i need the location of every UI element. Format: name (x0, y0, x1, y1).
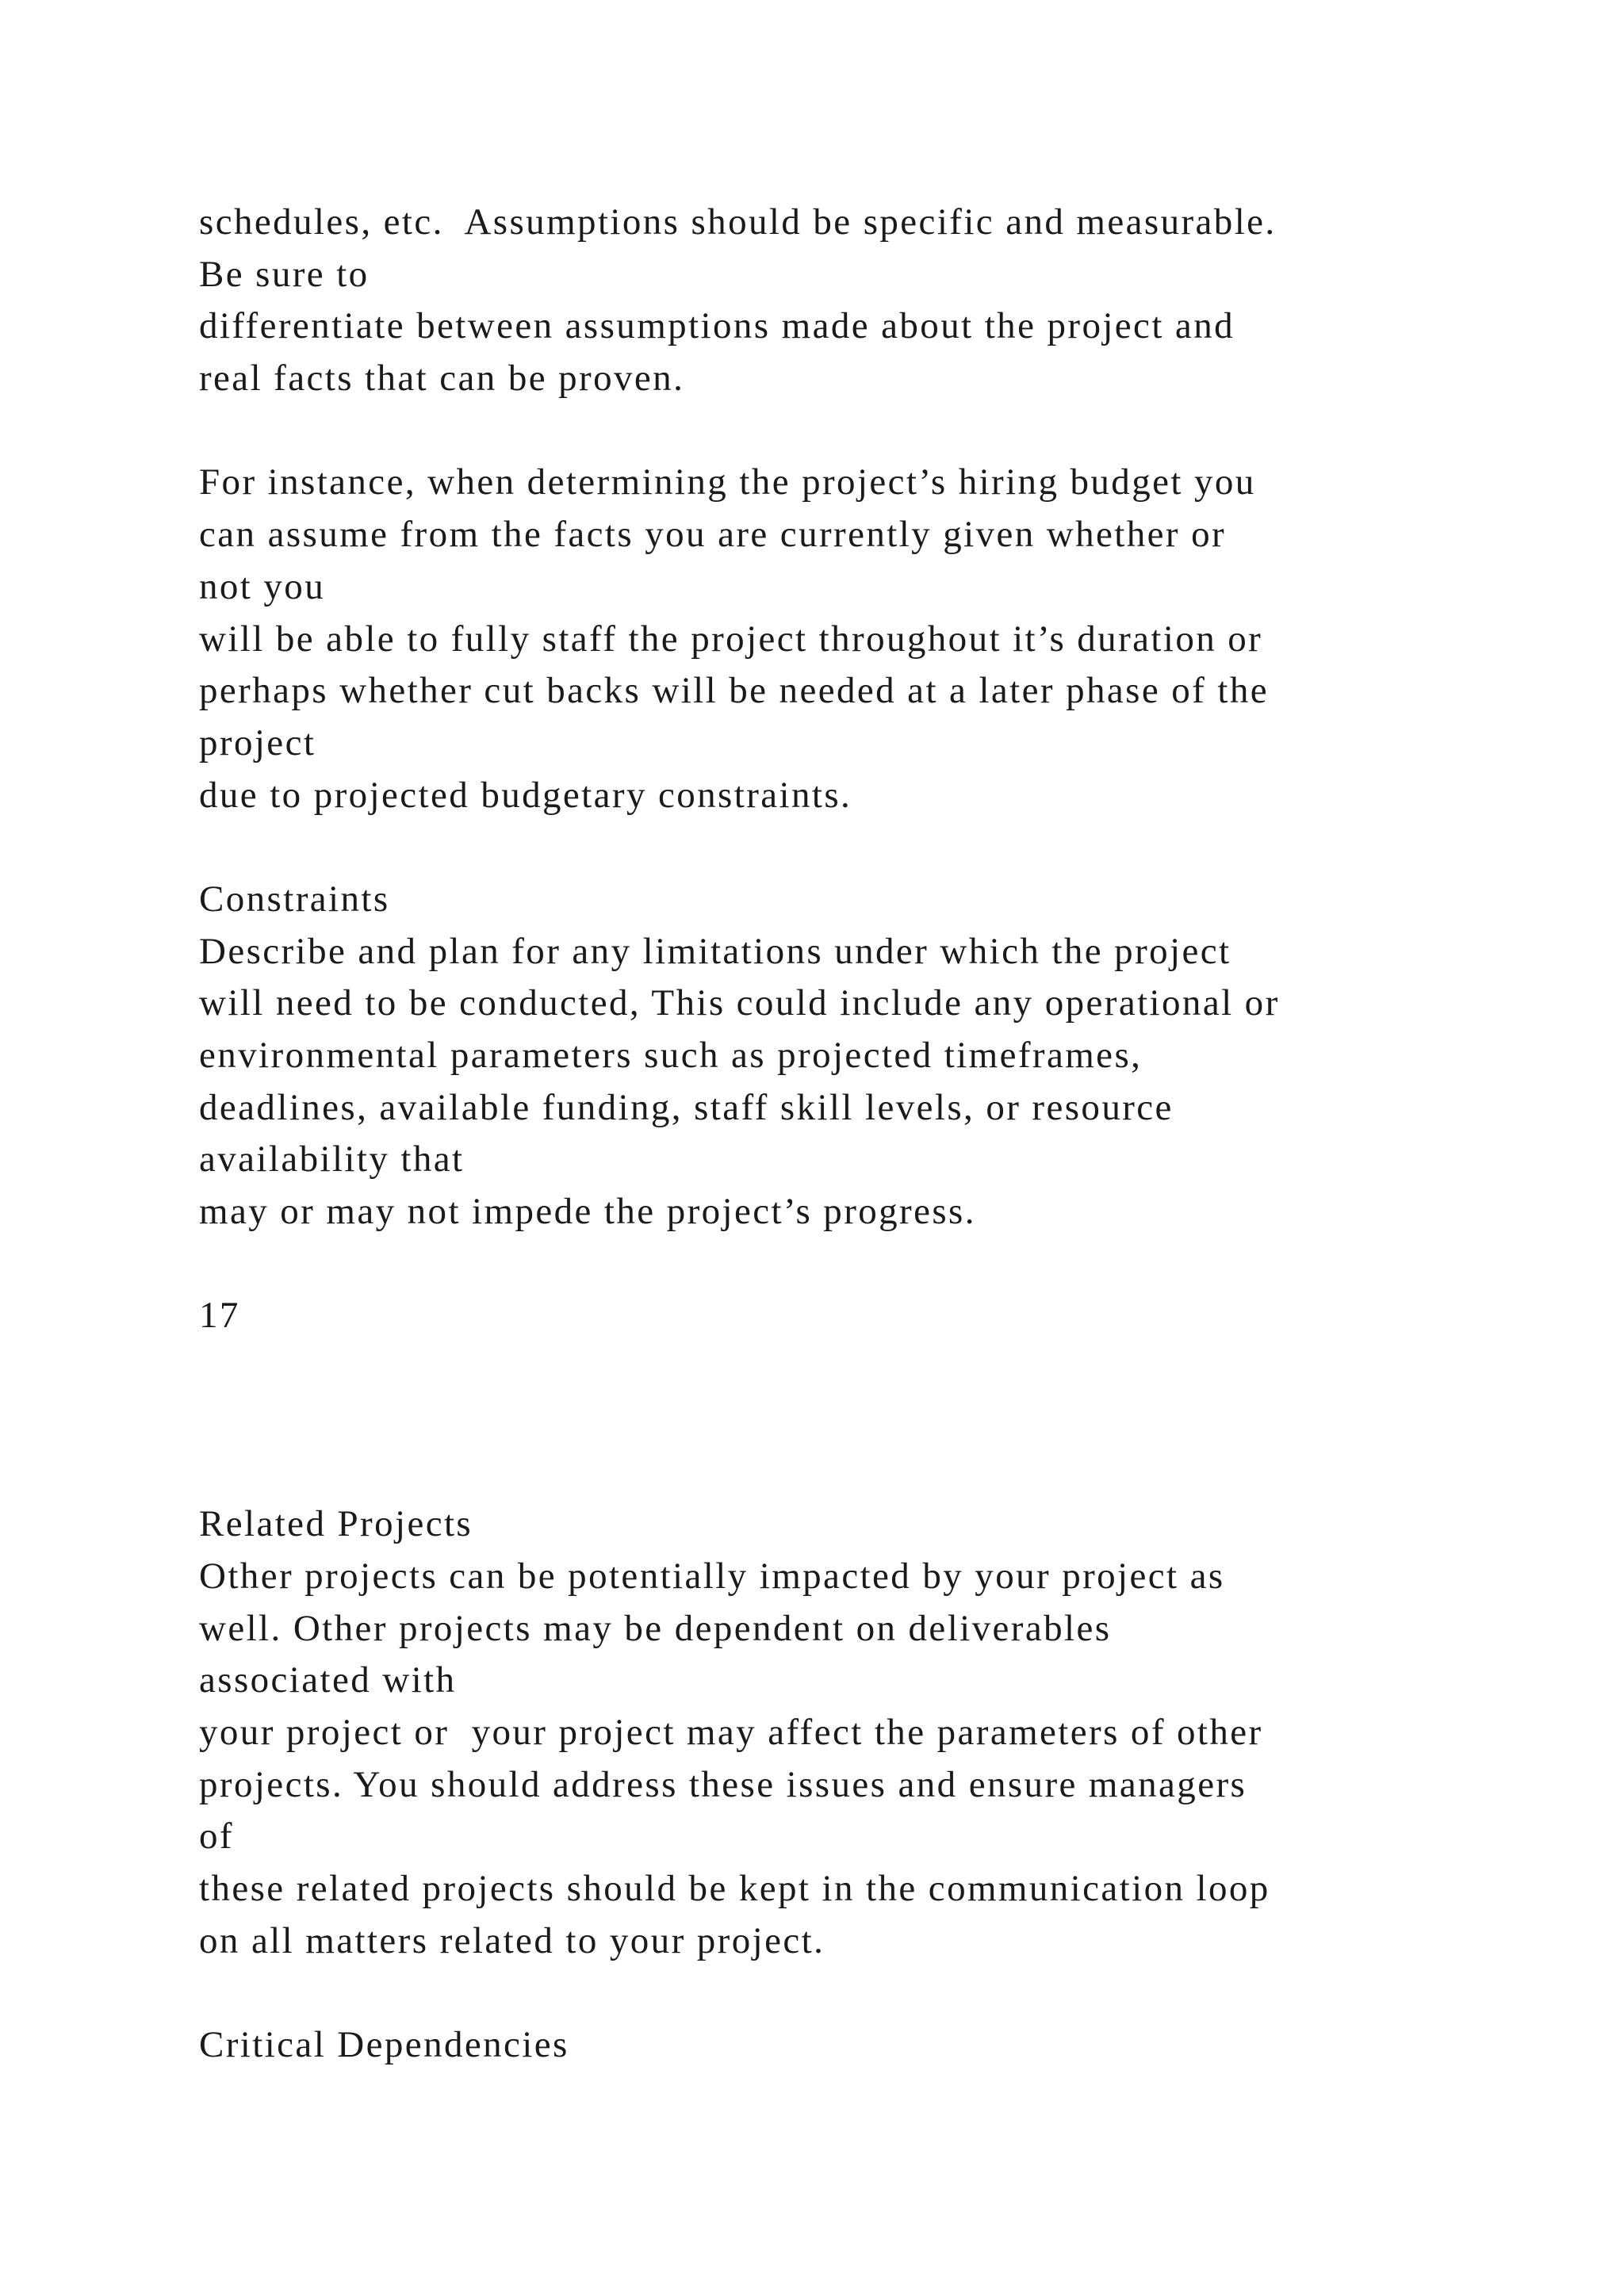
text-line: project (199, 721, 316, 763)
page-number: 17 (199, 1295, 240, 1337)
text-line: on all matters related to your project. (199, 1919, 825, 1961)
section-heading-critical-dependencies: Critical Dependencies (199, 2024, 569, 2066)
blank-line (199, 405, 1595, 457)
text-line: differentiate between assumptions made about the project and (199, 305, 1235, 347)
blank-line (199, 1395, 1595, 1447)
text-line: due to projected budgetary constraints. (199, 774, 852, 816)
text-line: your project or your project may affect the parameters of other (199, 1711, 1263, 1753)
text-line: of (199, 1816, 234, 1858)
text-line: well. Other projects may be dependent on deliverables (199, 1607, 1112, 1649)
text-line: may or may not impede the project’s progress. (199, 1191, 976, 1233)
blank-line (199, 1447, 1595, 1499)
text-line: perhaps whether cut backs will be needed at a later phase of the (199, 670, 1269, 712)
blank-line (199, 821, 1595, 874)
text-line: For instance, when determining the project’s hiring budget you (199, 461, 1256, 503)
text-line: schedules, etc. Assumptions should be specific and measurable. (199, 201, 1277, 243)
text-line: can assume from the facts you are currently given whether or (199, 514, 1227, 556)
blank-line (199, 1238, 1595, 1291)
text-line: will be able to fully staff the project throughout it’s duration or (199, 618, 1263, 660)
text-line: environmental parameters such as projected timeframes, (199, 1035, 1143, 1076)
text-line: Other projects can be potentially impacted by your project as (199, 1555, 1225, 1597)
text-line: deadlines, available funding, staff skill levels, or resource (199, 1086, 1174, 1128)
text-line: associated with (199, 1659, 457, 1701)
document-body (199, 197, 1595, 2072)
text-line: projects. You should address these issues and ensure managers (199, 1763, 1247, 1805)
text-line: availability that (199, 1138, 465, 1181)
blank-line (199, 1967, 1595, 2019)
blank-line (199, 1342, 1595, 1395)
text-line: real facts that can be proven. (199, 358, 685, 400)
text-line: not you (199, 565, 326, 607)
text-line: these related projects should be kept in the communication loop (199, 1868, 1270, 1909)
section-heading-related-projects: Related Projects (199, 1503, 473, 1545)
section-heading-constraints: Constraints (199, 878, 390, 920)
text-line: Describe and plan for any limitations under which the project (199, 930, 1231, 972)
text-line: Be sure to (199, 253, 370, 295)
text-line: will need to be conducted, This could include any operational or (199, 982, 1280, 1024)
